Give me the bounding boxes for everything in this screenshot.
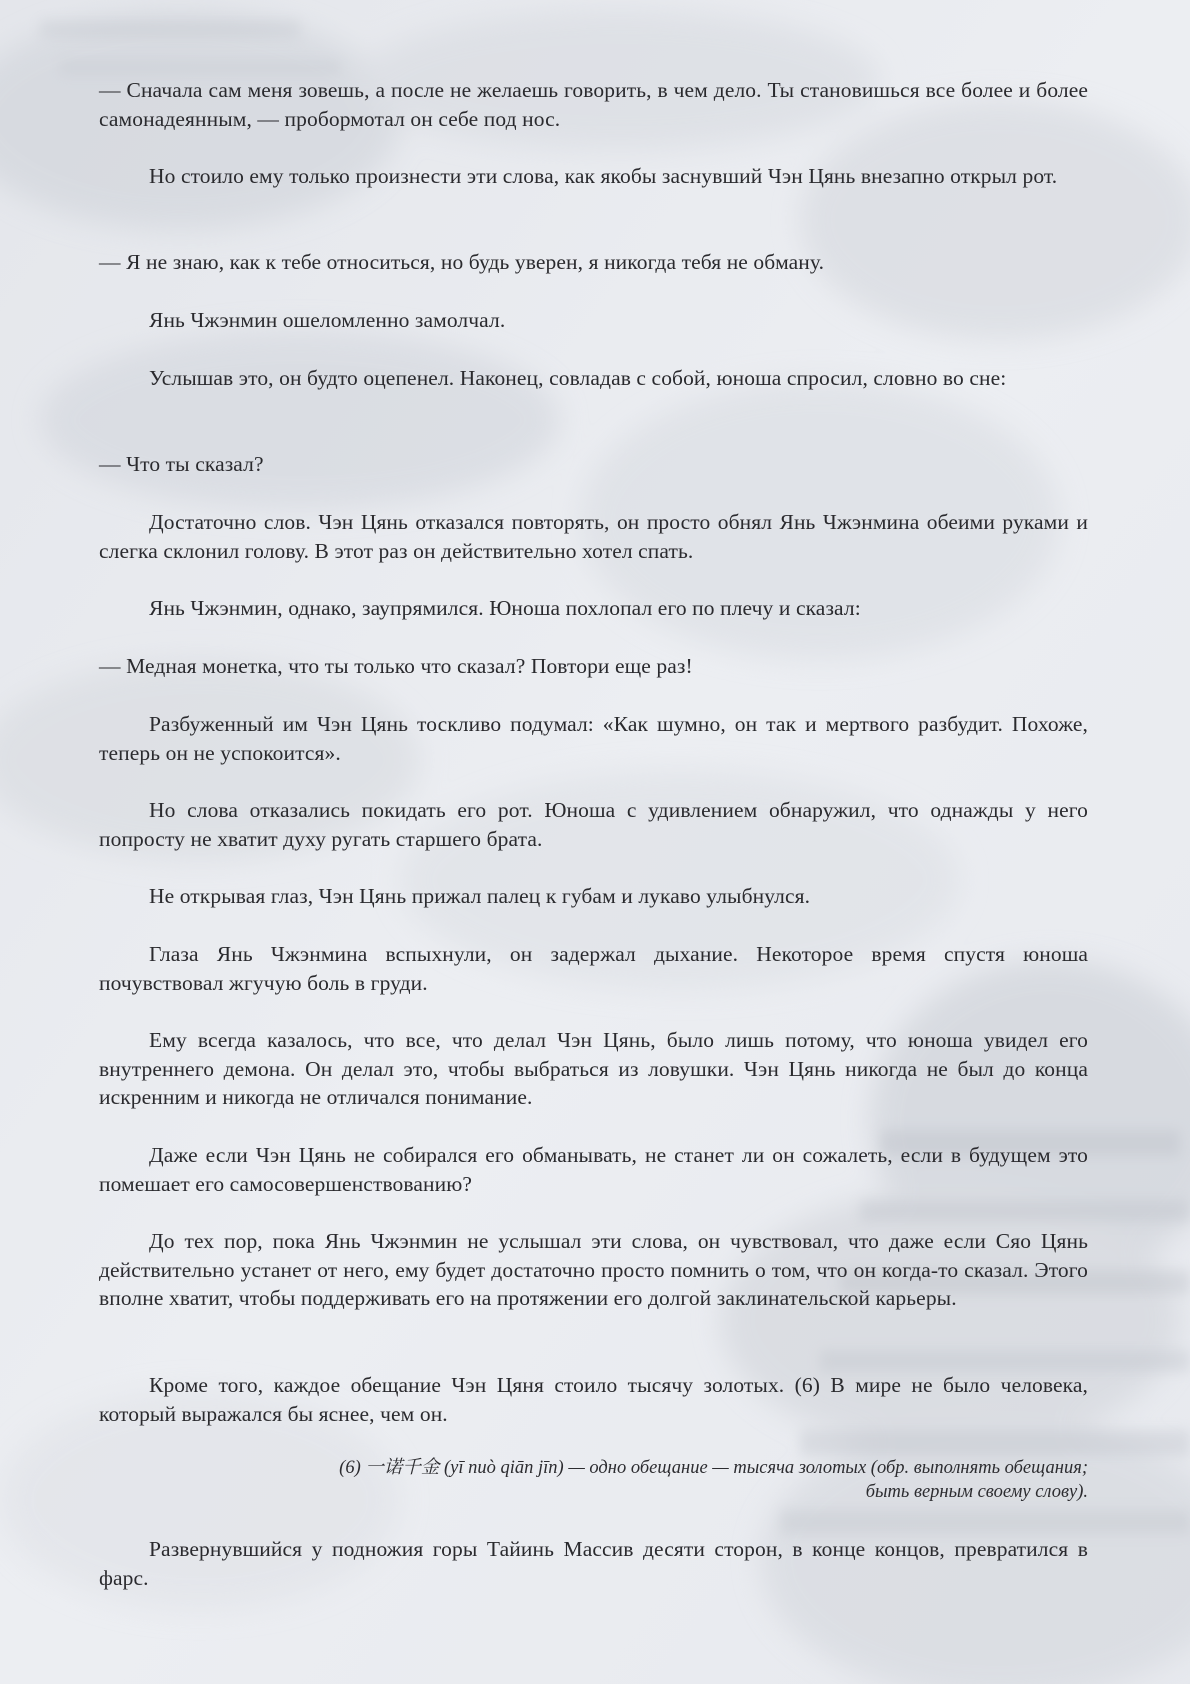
footnote-line-1: (6) 一诺千金 (yī nuò qiān jīn) — одно обещание — тысяча золотых (обр. выполнять обещания; [339,1458,1088,1478]
paragraph-3: — Я не знаю, как к тебе относиться, но будь уверен, я никогда тебя не обману. [99,250,825,274]
paragraph-9: — Медная монетка, что ты только что сказал? Повтори еще раз! [99,654,693,678]
paragraph-16: До тех пор, пока Янь Чжэнмин не услышал эти слова, он чувствовал, что даже если Сяо Цянь действительно устанет от него, ему будет достаточно просто помнить о том, что он когда-то сказал. Этого вполне хватит, чтобы поддерживать его на протяжении его долгой заклинательской карьеры. [99,1229,1088,1311]
paragraph-15: Даже если Чэн Цянь не собирался его обманывать, не станет ли он сожалеть, если в будущем это помешает его самосовершенствованию? [99,1143,1088,1196]
paragraph-2: Но стоило ему только произнести эти слова, как якобы заснувший Чэн Цянь внезапно открыл рот. [149,164,1058,188]
paragraph-5: Услышав это, он будто оцепенел. Наконец, совладав с собой, юноша спросил, словно во сне: [149,366,1007,390]
footnote [99,1456,1088,1504]
paragraph-18: Развернувшийся у подножия горы Тайинь Массив десяти сторон, в конце концов, превратился в фарс. [99,1537,1088,1590]
paragraph-14: Ему всегда казалось, что все, что делал Чэн Цянь, было лишь потому, что юноша увидел его внутреннего демона. Он делал это, чтобы выбраться из ловушки. Чэн Цянь никогда не был до конца искренним и никогда не отличался понимание. [99,1028,1088,1110]
paragraph-10: Разбуженный им Чэн Цянь тоскливо подумал: «Как шумно, он так и мертвого разбудит. Похоже, теперь он не успокоится». [99,712,1088,765]
paragraph-11: Но слова отказались покидать его рот. Юноша с удивлением обнаружил, что однажды у него попросту не хватит духу ругать старшего брата. [99,798,1088,851]
paragraph-13: Глаза Янь Чжэнмина вспыхнули, он задержал дыхание. Некоторое время спустя юноша почувствовал жгучую боль в груди. [99,942,1088,995]
paragraph-8: Янь Чжэнмин, однако, заупрямился. Юноша похлопал его по плечу и сказал: [149,596,861,620]
paragraph-1: — Сначала сам меня зовешь, а после не желаешь говорить, в чем дело. Ты становишься все более и более самонадеянным, — пробормотал он себе под нос. [99,78,1088,131]
paragraph-7: Достаточно слов. Чэн Цянь отказался повторять, он просто обнял Янь Чжэнмина обеими руками и слегка склонил голову. В этот раз он действительно хотел спать. [99,510,1088,563]
paragraph-6: — Что ты сказал? [99,452,264,476]
footnote-line-2: быть верным своему слову). [865,1482,1088,1502]
paragraph-17: Кроме того, каждое обещание Чэн Цяня стоило тысячу золотых. (6) В мире не было человека, который выражался бы яснее, чем он. [99,1373,1088,1426]
paragraph-12: Не открывая глаз, Чэн Цянь прижал палец к губам и лукаво улыбнулся. [149,884,811,908]
paragraph-4: Янь Чжэнмин ошеломленно замолчал. [149,308,506,332]
